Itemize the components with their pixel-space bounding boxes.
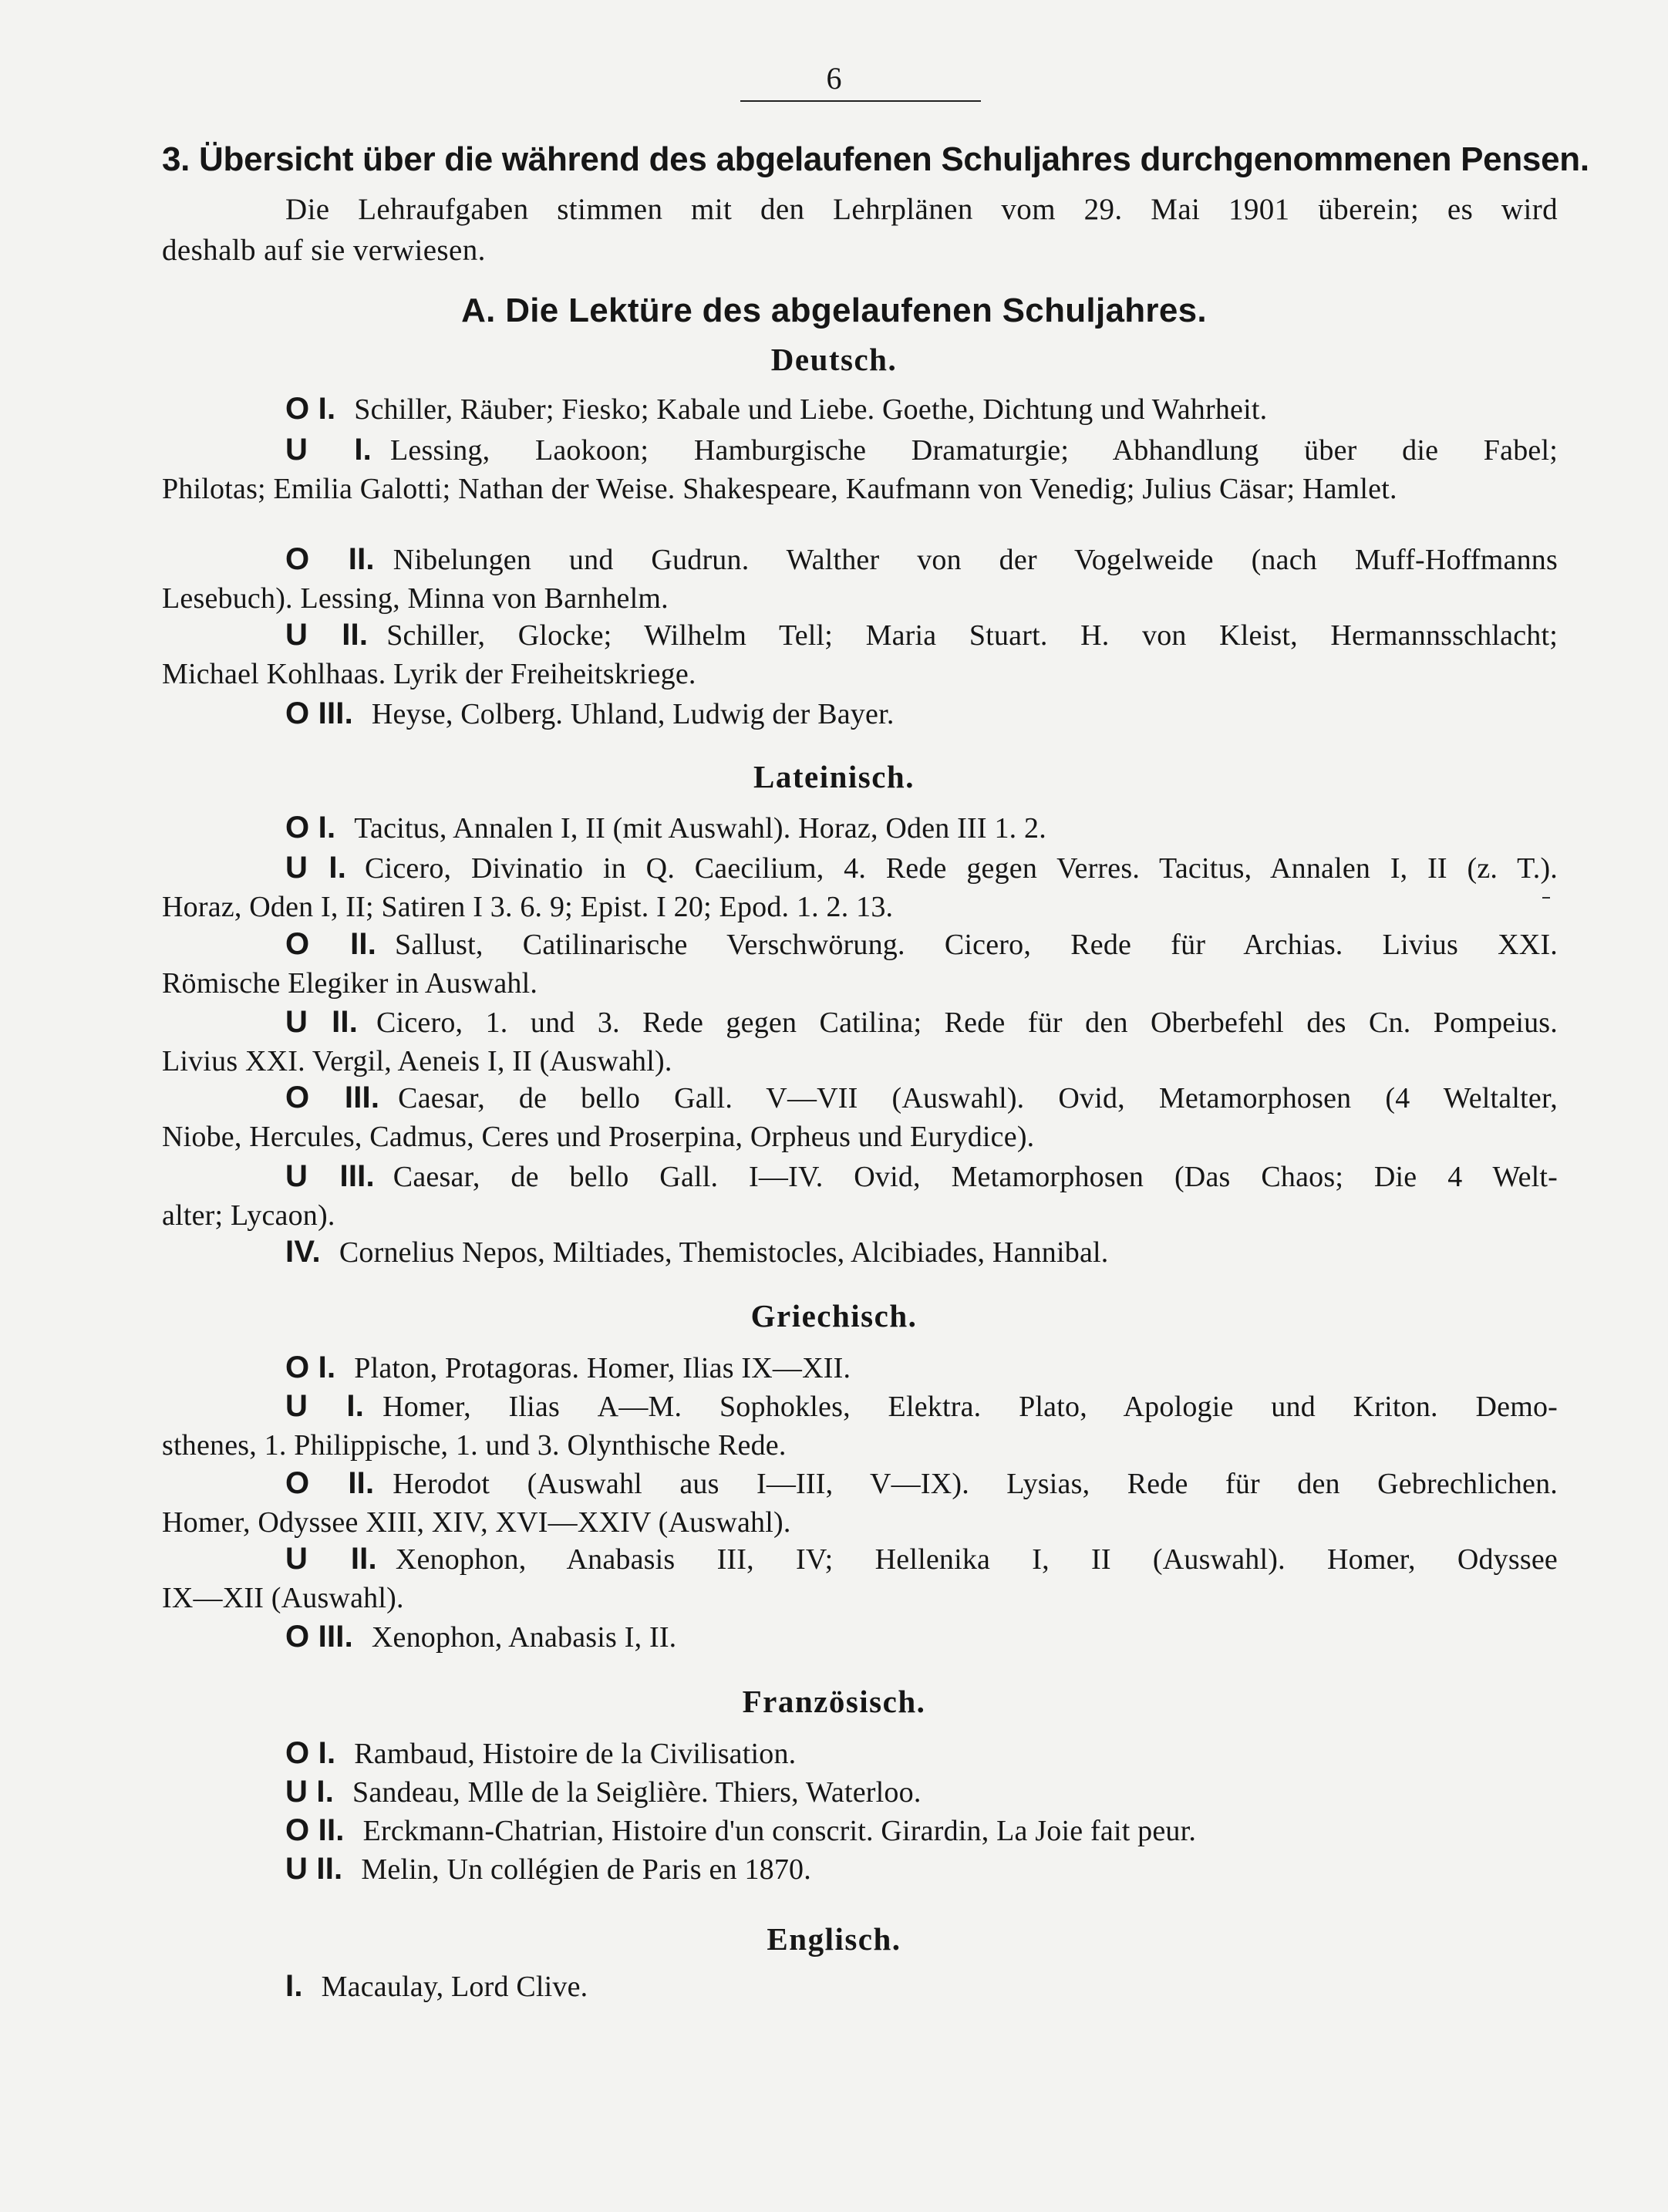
entry-griech-oiii — [162, 1617, 1558, 1657]
entry-text: Macaulay, Lord Clive. — [321, 1971, 588, 2003]
entry-text: Nibelungen und Gudrun. Walther von der Vogelweide (nach Muff-Hoffmanns — [393, 544, 1558, 576]
entry-continuation: alter; Lycaon). — [162, 1199, 335, 1232]
class-label: O III. — [285, 1081, 380, 1114]
class-label: O III. — [285, 696, 353, 730]
class-label: U I. — [285, 1389, 365, 1423]
entry-latein-oii — [162, 925, 1558, 1003]
entry-text: Caesar, de bello Gall. V—VII (Auswahl). Ovid, Metamorphosen (4 Weltalter, — [398, 1082, 1558, 1114]
entry-latein-oi — [162, 808, 1558, 848]
entry-franz-oii — [162, 1811, 1558, 1850]
entry-franz-oi — [162, 1734, 1558, 1773]
intro-line-2: deshalb auf sie verwiesen. — [162, 234, 486, 267]
entry-griech-oi — [162, 1348, 1558, 1388]
subject-heading-griechisch: Griechisch. — [750, 1298, 918, 1334]
class-label: O II. — [285, 1813, 345, 1847]
entry-continuation: Niobe, Hercules, Cadmus, Ceres und Proserpina, Orpheus und Eurydice). — [162, 1121, 1035, 1153]
entry-continuation: Philotas; Emilia Galotti; Nathan der Weise. Shakespeare, Kaufmann von Venedig; Julius Cäsar; Hamlet. — [162, 473, 1397, 505]
entry-text: Homer, Ilias Α—Μ. Sophokles, Elektra. Plato, Apologie und Kriton. Demo- — [382, 1391, 1558, 1423]
entry-text: Heyse, Colberg. Uhland, Ludwig der Bayer. — [371, 698, 895, 730]
page-number-rule — [740, 100, 981, 102]
entry-continuation: sthenes, 1. Philippische, 1. und 3. Olynthische Rede. — [162, 1429, 787, 1462]
entry-text: Caesar, de bello Gall. I—IV. Ovid, Metamorphosen (Das Chaos; Die 4 Welt- — [393, 1161, 1558, 1193]
subject-heading-franzoesisch: Französisch. — [742, 1684, 926, 1719]
class-label: IV. — [285, 1235, 321, 1269]
entry-text: Rambaud, Histoire de la Civilisation. — [354, 1738, 797, 1770]
entry-deutsch-ui — [162, 430, 1558, 508]
intro-paragraph — [162, 189, 1558, 271]
page-number: 6 — [826, 61, 842, 96]
entry-franz-ui — [162, 1772, 1558, 1812]
entry-continuation: Lesebuch). Lessing, Minna von Barnhelm. — [162, 582, 669, 615]
class-label: O I. — [285, 1736, 336, 1770]
entry-deutsch-oii — [162, 540, 1558, 618]
class-label: O I. — [285, 1350, 336, 1384]
entry-latein-iv — [162, 1232, 1558, 1272]
part-heading: A. Die Lektüre des abgelaufenen Schuljahres. — [461, 292, 1207, 329]
entry-text: Sallust, Catilinarische Verschwörung. Cicero, Rede für Archias. Livius XXI. — [395, 929, 1558, 961]
entry-deutsch-oiii — [162, 694, 1558, 733]
entry-continuation: Livius XXI. Vergil, Aeneis I, II (Auswahl). — [162, 1045, 672, 1077]
entry-continuation: Michael Kohlhaas. Lyrik der Freiheitskriege. — [162, 658, 696, 690]
class-label: O III. — [285, 1620, 353, 1654]
entry-latein-uiii — [162, 1157, 1558, 1235]
entry-text: Xenophon, Anabasis I, II. — [371, 1621, 677, 1654]
class-label: U I. — [285, 1775, 335, 1809]
class-label: U I. — [285, 851, 347, 885]
margin-mark — [1542, 897, 1550, 899]
class-label: U II. — [285, 1542, 377, 1576]
entry-text: Tacitus, Annalen I, II (mit Auswahl). Horaz, Oden III 1. 2. — [354, 812, 1046, 845]
entry-text: Xenophon, Anabasis III, IV; Hellenika I, II (Auswahl). Homer, Odyssee — [395, 1543, 1558, 1576]
subject-heading-lateinisch: Lateinisch. — [753, 759, 915, 794]
entry-text: Cornelius Nepos, Miltiades, Themistocles, Alcibiades, Hannibal. — [339, 1236, 1109, 1269]
entry-continuation: Horaz, Oden I, II; Satiren I 3. 6. 9; Epist. I 20; Epod. 1. 2. 13. — [162, 891, 894, 923]
entry-text: Cicero, 1. und 3. Rede gegen Catilina; Rede für den Oberbefehl des Cn. Pompeius. — [376, 1007, 1558, 1039]
entry-continuation: Homer, Odyssee XIII, XIV, XVI—XXIV (Auswahl). — [162, 1506, 791, 1539]
class-label: O II. — [285, 1466, 375, 1500]
entry-text: Melin, Un collégien de Paris en 1870. — [361, 1853, 811, 1886]
entry-latein-ui — [162, 848, 1558, 926]
class-label: O I. — [285, 811, 336, 845]
entry-text: Platon, Protagoras. Homer, Ilias IX—XII. — [354, 1352, 851, 1384]
entry-text: Schiller, Glocke; Wilhelm Tell; Maria Stuart. H. von Kleist, Hermannsschlacht; — [386, 619, 1558, 652]
entry-text: Lessing, Laokoon; Hamburgische Dramaturgie; Abhandlung über die Fabel; — [389, 434, 1558, 467]
entry-text: Sandeau, Mlle de la Seiglière. Thiers, Waterloo. — [352, 1776, 922, 1809]
class-label: U II. — [285, 1005, 359, 1039]
entry-griech-oii — [162, 1464, 1558, 1542]
class-label: O II. — [285, 542, 375, 576]
entry-franz-uii — [162, 1850, 1558, 1889]
subject-heading-englisch: Englisch. — [767, 1921, 901, 1957]
entry-latein-oiii — [162, 1078, 1558, 1156]
subject-heading-deutsch: Deutsch. — [770, 342, 898, 377]
class-label: O II. — [285, 927, 377, 961]
entry-griech-uii — [162, 1539, 1558, 1617]
intro-line-1: Die Lehraufgaben stimmen mit den Lehrplänen vom 29. Mai 1901 überein; es wird — [285, 193, 1558, 226]
entry-continuation: IX—XII (Auswahl). — [162, 1582, 404, 1614]
entry-text: Erckmann-Chatrian, Histoire d'un conscrit. Girardin, La Joie fait peur. — [362, 1815, 1197, 1847]
class-label: U II. — [285, 618, 369, 652]
class-label: U III. — [285, 1159, 375, 1193]
entry-text: Schiller, Räuber; Fiesko; Kabale und Liebe. Goethe, Dichtung und Wahrheit. — [354, 393, 1268, 426]
class-label: U I. — [285, 433, 372, 467]
section-heading: 3. Übersicht über die während des abgelaufenen Schuljahres durchgenommenen Pensen. — [162, 140, 1589, 178]
entry-continuation: Römische Elegiker in Auswahl. — [162, 967, 538, 1000]
entry-latein-uii — [162, 1003, 1558, 1081]
entry-griech-ui — [162, 1387, 1558, 1465]
class-label: U II. — [285, 1852, 343, 1886]
entry-deutsch-uii — [162, 615, 1558, 693]
entry-deutsch-oi — [162, 389, 1558, 429]
entry-text: Cicero, Divinatio in Q. Caecilium, 4. Rede gegen Verres. Tacitus, Annalen I, II (z. T.). — [365, 852, 1558, 885]
entry-text: Herodot (Auswahl aus I—III, V—IX). Lysias, Rede für den Gebrechlichen. — [393, 1468, 1558, 1500]
entry-engl-i — [162, 1967, 1558, 2006]
class-label: I. — [285, 1969, 303, 2003]
class-label: O I. — [285, 392, 336, 426]
